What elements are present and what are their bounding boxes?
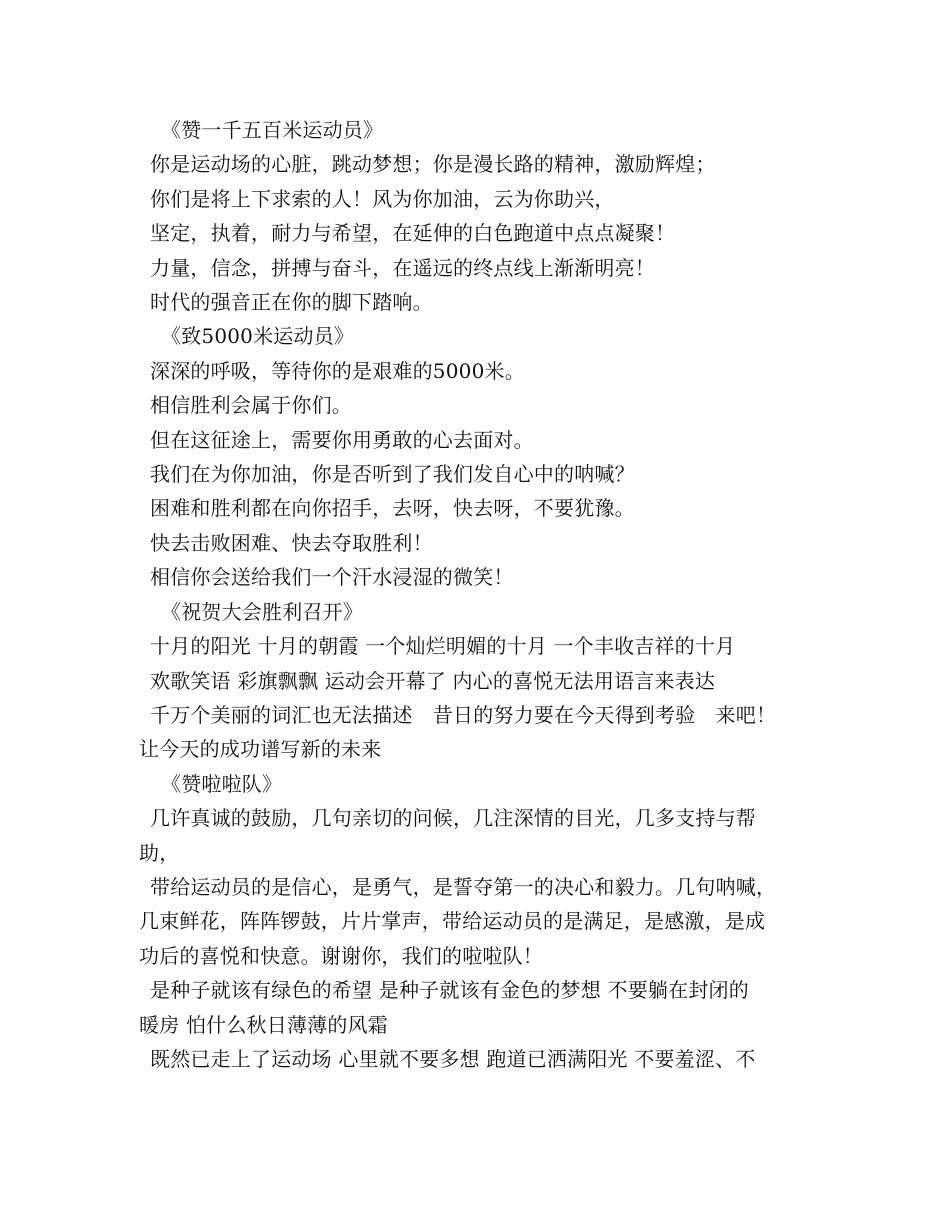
poem-line: 时代的强音正在你的脚下踏响。 bbox=[150, 290, 433, 315]
poem-line: 相信胜利会属于你们。 bbox=[150, 393, 352, 418]
poem-line: 力量，信念，拼搏与奋斗，在遥远的终点线上渐渐明亮！ bbox=[150, 255, 655, 280]
poem-line: 十月的阳光 十月的朝霞 一个灿烂明媚的十月 一个丰收吉祥的十月 bbox=[150, 634, 736, 659]
poem-line-continuation: 助， bbox=[139, 840, 180, 865]
poem-line-continuation: 暖房 怕什么秋日薄薄的风霜 bbox=[139, 1012, 388, 1037]
poem-line: 带给运动员的是信心，是勇气，是誓夺第一的决心和毅力。几句呐喊， bbox=[150, 874, 777, 899]
poem-line: 但在这征途上，需要你用勇敢的心去面对。 bbox=[150, 427, 534, 452]
poem-title: 《致5000米运动员》 bbox=[161, 324, 355, 349]
poem-line: 困难和胜利都在向你招手，去呀，快去呀，不要犹豫。 bbox=[150, 496, 635, 521]
poem-line: 我们在为你加油，你是否听到了我们发自心中的呐喊？ bbox=[150, 462, 635, 487]
poem-line: 你是运动场的心脏，跳动梦想；你是漫长路的精神，激励辉煌； bbox=[150, 152, 716, 177]
poem-line: 坚定，执着，耐力与希望，在延伸的白色跑道中点点凝聚！ bbox=[150, 221, 676, 246]
poem-line: 快去击败困难、快去夺取胜利！ bbox=[150, 530, 433, 555]
poem-line: 你们是将上下求索的人！风为你加油，云为你助兴， bbox=[150, 186, 615, 211]
poem-line-continuation: 功后的喜悦和快意。谢谢你，我们的啦啦队！ bbox=[139, 943, 543, 968]
poem-line: 深深的呼吸，等待你的是艰难的5000米。 bbox=[150, 358, 525, 383]
poem-line-continuation: 几束鲜花，阵阵锣鼓，片片掌声，带给运动员的是满足，是感激，是成 bbox=[139, 909, 766, 934]
poem-line: 几许真诚的鼓励，几句亲切的问候，几注深情的目光，几多支持与帮 bbox=[150, 806, 756, 831]
poem-line: 既然已走上了运动场 心里就不要多想 跑道已洒满阳光 不要羞涩、不 bbox=[150, 1046, 756, 1071]
poem-line: 相信你会送给我们一个汗水浸湿的微笑！ bbox=[150, 565, 514, 590]
poem-line-continuation: 让今天的成功谱写新的未来 bbox=[139, 737, 382, 762]
document-body bbox=[139, 113, 829, 1076]
poem-line: 千万个美丽的词汇也无法描述 昔日的努力要在今天得到考验 来吧！ bbox=[150, 702, 777, 727]
poem-line: 是种子就该有绿色的希望 是种子就该有金色的梦想 不要躺在封闭的 bbox=[150, 978, 749, 1003]
poem-title: 《赞一千五百米运动员》 bbox=[161, 118, 384, 142]
poem-line: 欢歌笑语 彩旗飘飘 运动会开幕了 内心的喜悦无法用语言来表达 bbox=[150, 668, 716, 693]
poem-title: 《祝贺大会胜利召开》 bbox=[161, 599, 363, 624]
poem-title: 《赞啦啦队》 bbox=[161, 771, 283, 796]
